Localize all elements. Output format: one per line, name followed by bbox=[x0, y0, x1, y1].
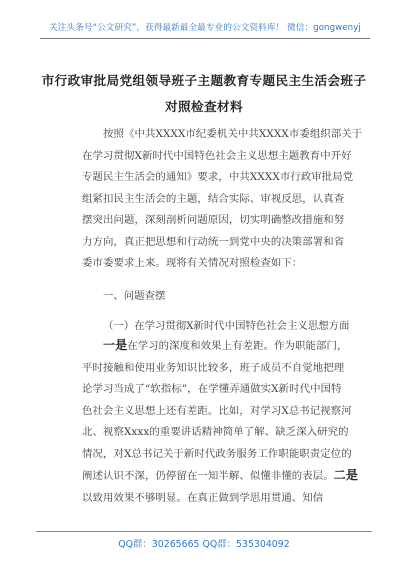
body-line bbox=[82, 465, 358, 488]
intro-line: 组紧扣民主生活会的主题，结合实际、审视反思，认真查 bbox=[82, 192, 345, 205]
body-first-line-text: 在学习的深度和效果上有差距。作为职能部门， bbox=[127, 340, 348, 352]
intro-line: 按照《中共XXXX市纪委机关中共XXXX市委组织部关于 bbox=[103, 128, 363, 140]
intro-line: 专题民主生活会的通知》要求，中共XXXX市行政审批局党 bbox=[82, 171, 354, 183]
intro-line: 力方向，真正把思想和行动统一到党中央的决策部署和省 bbox=[82, 235, 345, 248]
document-title-line-2: 对照检查材料 bbox=[165, 99, 243, 114]
intro-line: 委市委要求上来。现将有关情况对照检查如下： bbox=[82, 257, 303, 269]
body-first-line bbox=[82, 335, 352, 358]
body-line-text: 阐述认识不深，仍停留在一知半解、似懂非懂的表层。 bbox=[82, 470, 334, 482]
body-line: 平时接触和使用业务知识比较多，班子成员不自觉地把理 bbox=[82, 361, 345, 374]
footer-contacts: QQ群：30265665 QQ群：535304092 bbox=[36, 531, 372, 550]
body-line: 以致用效果不够明显。在真正做到学思用贯通、知信 bbox=[82, 491, 324, 504]
body-lead-marker-2: 二是 bbox=[333, 468, 358, 482]
body-line: 情况，对X总书记关于新时代政务服务工作职能职责定位的 bbox=[82, 447, 352, 460]
document-title-line-1: 市行政审批局党组领导班子主题教育专题民主生活会班子 bbox=[41, 73, 367, 88]
intro-line: 在学习贯彻X新时代中国特色社会主义思想主题教育中开好 bbox=[82, 149, 352, 162]
intro-paragraph bbox=[82, 124, 363, 275]
body-line: 论学习当成了“软指标”，在学懂弄通做实X新时代中国特 bbox=[82, 383, 342, 395]
body-paragraph bbox=[82, 335, 358, 509]
body-lead-marker: 一是 bbox=[103, 338, 128, 352]
header-banner: 关注头条号“公文研究”，获得最新最全最专业的公文资料库！ 微信：gongwenyj bbox=[40, 21, 370, 39]
body-line: 北、视察Xxxx的重要讲话精神简单了解、缺乏深入研究的 bbox=[82, 426, 349, 438]
intro-line: 摆突出问题，深刻剖析问题原因，切实明确整改措施和努 bbox=[82, 214, 345, 226]
body-line: 色社会主义思想上还有差距。比如，对学习X总书记视察河 bbox=[82, 404, 352, 417]
section-heading: 一、问题查摆 bbox=[103, 290, 166, 302]
subsection-heading: （一）在学习贯彻X新时代中国特色社会主义思想方面 bbox=[103, 320, 350, 332]
